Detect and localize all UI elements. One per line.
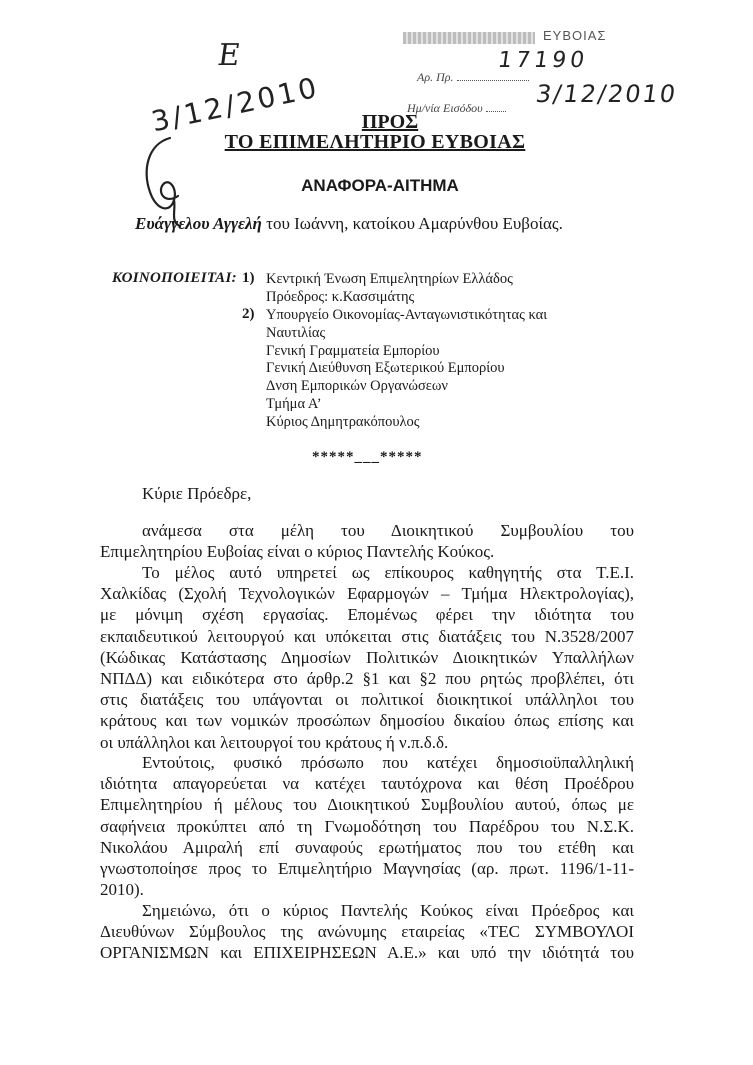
sender-details: του Ιωάννη, κατοίκου Αμαρύνθου Ευβοίας. xyxy=(261,214,563,233)
body-paragraph xyxy=(100,520,634,562)
handwritten-protocol-number: 17190 xyxy=(496,48,590,73)
salutation: Κύριε Πρόεδρε, xyxy=(142,484,252,503)
body-line: εκπαιδευτικού λειτουργού και υπόκειται στις διατάξεις του Ν.3528/2007 xyxy=(100,626,634,646)
handwritten-date: 3/12/2010 xyxy=(148,70,323,139)
body-line: ΟΡΓΑΝΙΣΜΩΝ και ΕΠΙΧΕΙΡΗΣΕΩΝ Α.Ε.» και υπό την ιδιότητά του xyxy=(100,943,634,963)
sender-name: Ευάγγελου Αγγελή xyxy=(135,214,262,233)
notification-item xyxy=(266,271,513,307)
notification-line: Κεντρική Ένωση Επιμελητηρίων Ελλάδος xyxy=(266,271,513,287)
body-line: γνωστοποίησε προς το Επιμελητήριο Μαγνησίας (αρ. πρωτ. 1196/1-11- xyxy=(100,859,634,879)
notification-line: Γενική Γραμματεία Εμπορίου xyxy=(266,342,440,359)
body-line: με μόνιμη σχέση εργασίας. Επομένως φέρει την ιδιότητα του xyxy=(100,605,634,625)
body-line: ΝΠΔΔ) και ειδικότερα στο άρθρ.2 §1 και §2 που ρητώς προβλέπει, ότι xyxy=(100,669,634,689)
notification-item xyxy=(266,307,547,432)
notification-line: Τμήμα Α’ xyxy=(266,395,322,412)
handwritten-mark: Ε xyxy=(215,38,243,73)
body-line: σαφήνεια προκύπτει από τη Γνωμοδότηση του Παρέδρου του Ν.Σ.Κ. xyxy=(100,816,634,836)
sender-line xyxy=(135,214,563,234)
body-line: 2010). xyxy=(100,880,144,900)
stamp-dotted-line xyxy=(486,101,506,112)
body-line: κράτους και των νομικών προσώπων δημοσίου δικαίου όπως επίσης και xyxy=(100,711,634,731)
body-line: Διευθύνων Σύμβουλος της ανώνυμης εταιρείας «ΤΕC ΣΥΜΒΟΥΛΟΙ xyxy=(100,922,634,942)
notification-line: Γενική Διεύθυνση Εξωτερικού Εμπορίου xyxy=(266,360,505,377)
stamp-header-text: ΕΥΒΟΙΑΣ xyxy=(543,28,607,43)
body-line: οι υπάλληλοι και λειτουργοί του κράτους ή ν.π.δ.δ. xyxy=(100,732,449,752)
recipient-title: ΤΟ ΕΠΙΜΕΛΗΤΗΡΙΟ ΕΥΒΟΙΑΣ xyxy=(224,131,526,153)
to-label: ΠΡΟΣ xyxy=(361,111,419,133)
body-line: (Κώδικας Κατάστασης Δημοσίων Πολιτικών Διοικητικών Υπαλλήλων xyxy=(100,647,634,667)
body-paragraph xyxy=(100,900,634,964)
body-line: Το μέλος αυτό υπηρετεί ως επίκουρος καθηγητής στα Τ.Ε.Ι. xyxy=(142,563,634,582)
notification-line: Κύριος Δημητρακόπουλος xyxy=(266,413,420,430)
body-line: Νικολάου Αμιραλή επί συναφούς ερωτήματος που του ετέθη και xyxy=(100,837,634,857)
body-line: ανάμεσα στα μέλη του Διοικητικού Συμβουλίου του xyxy=(142,521,634,540)
handwritten-entry-date: 3/12/2010 xyxy=(534,80,680,108)
body-line: Χαλκίδας (Σχολή Τεχνολογικών Εφαρμογών – Τμήμα Ηλεκτρολογίας), xyxy=(100,584,634,604)
stamp-faded-text xyxy=(403,32,535,44)
body-line: Σημειώνω, ότι ο κύριος Παντελής Κούκος είναι Πρόεδρος και xyxy=(142,901,634,920)
body-line: Επιμελητηρίου ή μέλους του Διοικητικού Συμβουλίου αυτού, όπως με xyxy=(100,795,634,815)
stamp-date-label: Ημ/νία Εισόδου xyxy=(407,101,483,115)
body-line: Επιμελητηρίου Ευβοίας είναι ο κύριος Παντελής Κούκος. xyxy=(100,542,495,562)
notification-line: Πρόεδρος: κ.Κασσιμάτης xyxy=(266,288,415,305)
body-line: Εντούτοις, φυσικό πρόσωπο που κατέχει δημοσιοϋπαλληλική xyxy=(142,753,634,772)
body-line: ιδιότητα απαγορεύεται να κατέχει ταυτόχρονα και θέση Προέδρου xyxy=(100,774,634,794)
notification-line: Δνση Εμπορικών Οργανώσεων xyxy=(266,378,448,395)
stamp-protocol-label: Αρ. Πρ. xyxy=(417,70,454,84)
notification-item-number: 1) xyxy=(242,270,255,286)
notification-line: Ναυτιλίας xyxy=(266,324,326,341)
stamp-header xyxy=(403,28,607,50)
notification-line: Υπουργείο Οικονομίας-Ανταγωνιστικότητας και xyxy=(266,307,548,323)
notification-label: ΚΟΙΝΟΠΟΙΕΙΤΑΙ: xyxy=(112,270,237,286)
notification-item-number: 2) xyxy=(242,306,255,322)
subject-title: ΑΝΑΦΟΡΑ-ΑΙΤΗΜΑ xyxy=(301,176,459,195)
separator: *****___***** xyxy=(312,449,423,465)
body-paragraph xyxy=(100,562,634,753)
body-line: στις διατάξεις του υπάγονται οι πολιτικοί διοικητικοί υπάλληλοι του xyxy=(100,690,634,710)
body-paragraph xyxy=(100,752,634,900)
